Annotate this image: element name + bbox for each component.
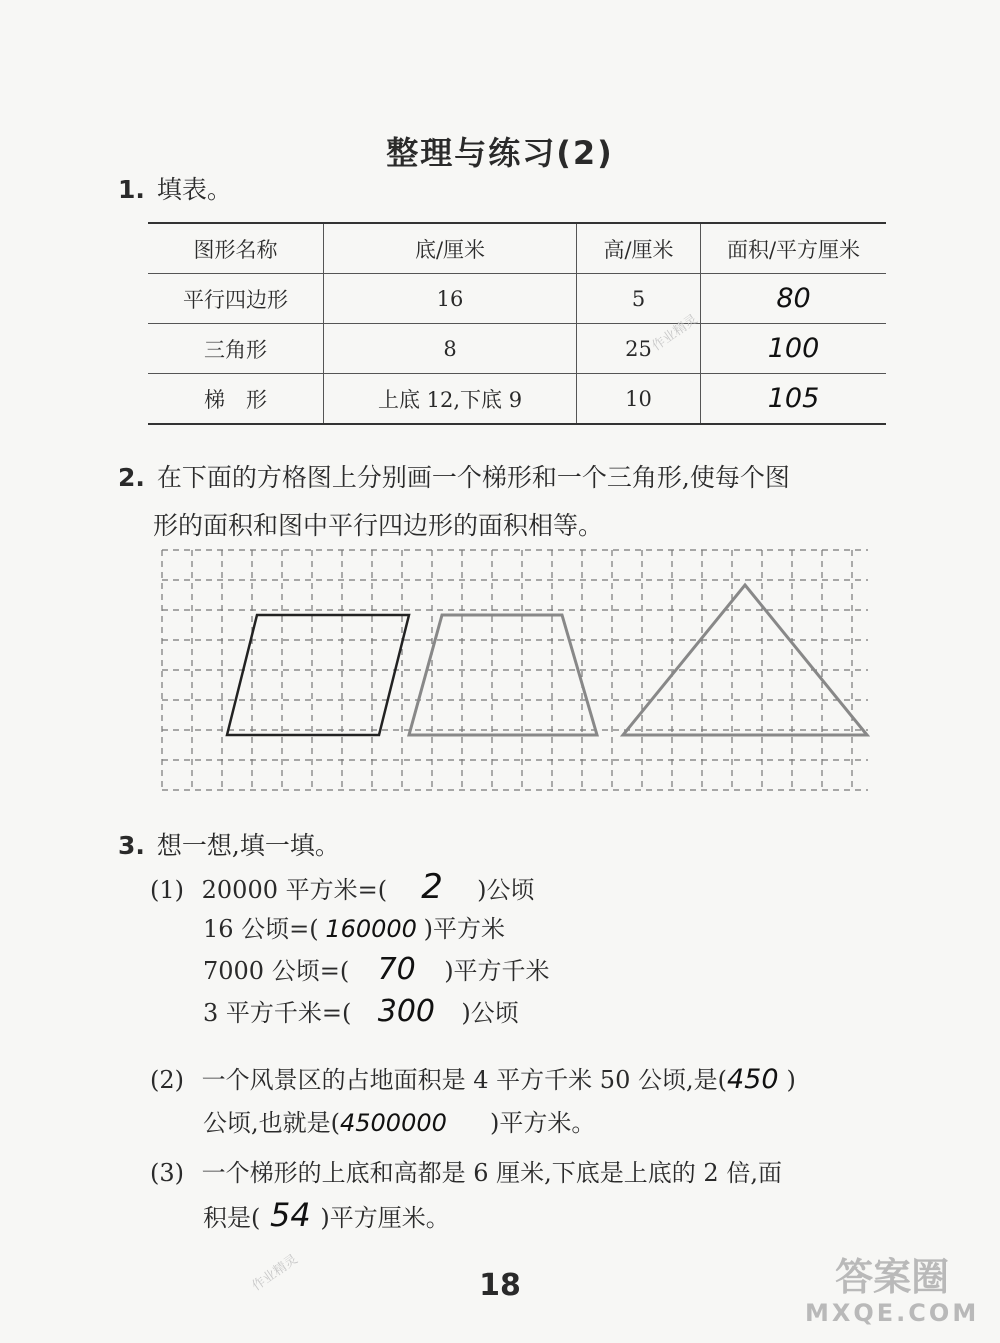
answer-blank[interactable]: 300	[377, 994, 435, 1029]
answer-blank[interactable]: 70	[377, 952, 416, 987]
page-number: 18	[479, 1268, 521, 1303]
part-1-label: (1)	[150, 876, 184, 904]
area-answer-cell[interactable]: 80	[701, 274, 887, 324]
watermark-text: 作业精灵	[649, 312, 701, 355]
table-header: 高/厘米	[577, 223, 701, 274]
part-1-line-1	[150, 867, 534, 907]
part-2-label: (2)	[150, 1066, 184, 1094]
page-title: 整理与练习(2)	[386, 134, 614, 172]
part-1-l2-text: 16 公顷=(	[203, 915, 319, 943]
height-cell: 10	[577, 374, 701, 425]
table-header: 面积/平方厘米	[701, 223, 887, 274]
question-1-text: 填表。	[156, 175, 232, 204]
part-1-l3-unit: )平方千米	[444, 957, 550, 985]
logo-sub-text: MXQE.COM	[805, 1299, 980, 1327]
area-answer-cell[interactable]: 100	[701, 324, 887, 374]
answer-blank[interactable]: 450	[726, 1064, 779, 1095]
answer-blank[interactable]: 2	[421, 867, 443, 907]
shape-name-cell: 三角形	[148, 324, 324, 374]
part-3-l2-unit: )平方厘米。	[320, 1204, 450, 1232]
answer-blank[interactable]: 160000	[325, 915, 417, 943]
base-cell: 16	[324, 274, 577, 324]
table-row	[148, 374, 886, 425]
part-2-line-1	[150, 1060, 796, 1095]
drawing-grid[interactable]	[160, 548, 870, 798]
table-header-row	[148, 223, 886, 274]
part-1-l4-unit: )公顷	[461, 999, 519, 1027]
question-2-text: 在下面的方格图上分别画一个梯形和一个三角形,使每个图	[156, 463, 790, 492]
part-2-line-2	[203, 1103, 595, 1138]
part-1-line-2	[203, 909, 505, 944]
part-2-l1-text: 一个风景区的占地面积是 4 平方千米 50 公顷,是(	[201, 1066, 727, 1094]
question-3-heading	[118, 826, 340, 862]
part-3-l1-text: 一个梯形的上底和高都是 6 厘米,下底是上底的 2 倍,面	[201, 1159, 782, 1187]
part-1-line-4	[203, 993, 519, 1029]
base-cell: 上底 12,下底 9	[324, 374, 577, 425]
answer-blank[interactable]: 54	[270, 1196, 311, 1234]
shape-name-cell: 平行四边形	[148, 274, 324, 324]
parallelogram-shape	[227, 615, 409, 735]
part-1-l1-unit: )公顷	[477, 876, 535, 904]
logo-main-text: 答案圈	[835, 1255, 950, 1299]
trapezoid-shape	[409, 615, 597, 735]
triangle-shape	[623, 585, 867, 735]
height-cell: 5	[577, 274, 701, 324]
table-row	[148, 324, 886, 374]
base-cell: 8	[324, 324, 577, 374]
part-1-line-3	[203, 951, 550, 987]
part-2-l2-text: 公顷,也就是(	[203, 1109, 340, 1137]
fill-table	[148, 222, 886, 425]
part-3-l2-text: 积是(	[203, 1204, 261, 1232]
question-3-number: 3.	[118, 831, 145, 860]
part-3-label: (3)	[150, 1159, 184, 1187]
table-header: 底/厘米	[324, 223, 577, 274]
question-3-text: 想一想,填一填。	[156, 831, 340, 860]
part-1-l1-text: 20000 平方米=(	[201, 876, 388, 904]
answer-blank[interactable]: 4500000	[340, 1109, 447, 1137]
part-3-line-2	[203, 1196, 450, 1234]
site-logo	[805, 1255, 979, 1327]
table-row	[148, 274, 886, 324]
question-1-heading	[118, 170, 232, 206]
watermark-text: 作业精灵	[249, 1252, 301, 1295]
question-1-number: 1.	[118, 175, 145, 204]
grid-lines	[162, 550, 868, 790]
part-2-l2-unit: )平方米。	[490, 1109, 596, 1137]
shape-name-cell: 梯 形	[148, 374, 324, 425]
question-2-line-2: 形的面积和图中平行四边形的面积相等。	[153, 511, 604, 540]
part-2-l1-close: )	[786, 1066, 796, 1094]
height-cell: 25	[577, 324, 701, 374]
question-2-number: 2.	[118, 463, 145, 492]
part-1-l2-unit: )平方米	[423, 915, 506, 943]
part-1-l3-text: 7000 公顷=(	[203, 957, 350, 985]
question-2-line-1	[118, 458, 790, 494]
area-answer-cell[interactable]: 105	[701, 374, 887, 425]
part-1-l4-text: 3 平方千米=(	[203, 999, 352, 1027]
part-3-line-1	[150, 1153, 782, 1188]
table-header: 图形名称	[148, 223, 324, 274]
